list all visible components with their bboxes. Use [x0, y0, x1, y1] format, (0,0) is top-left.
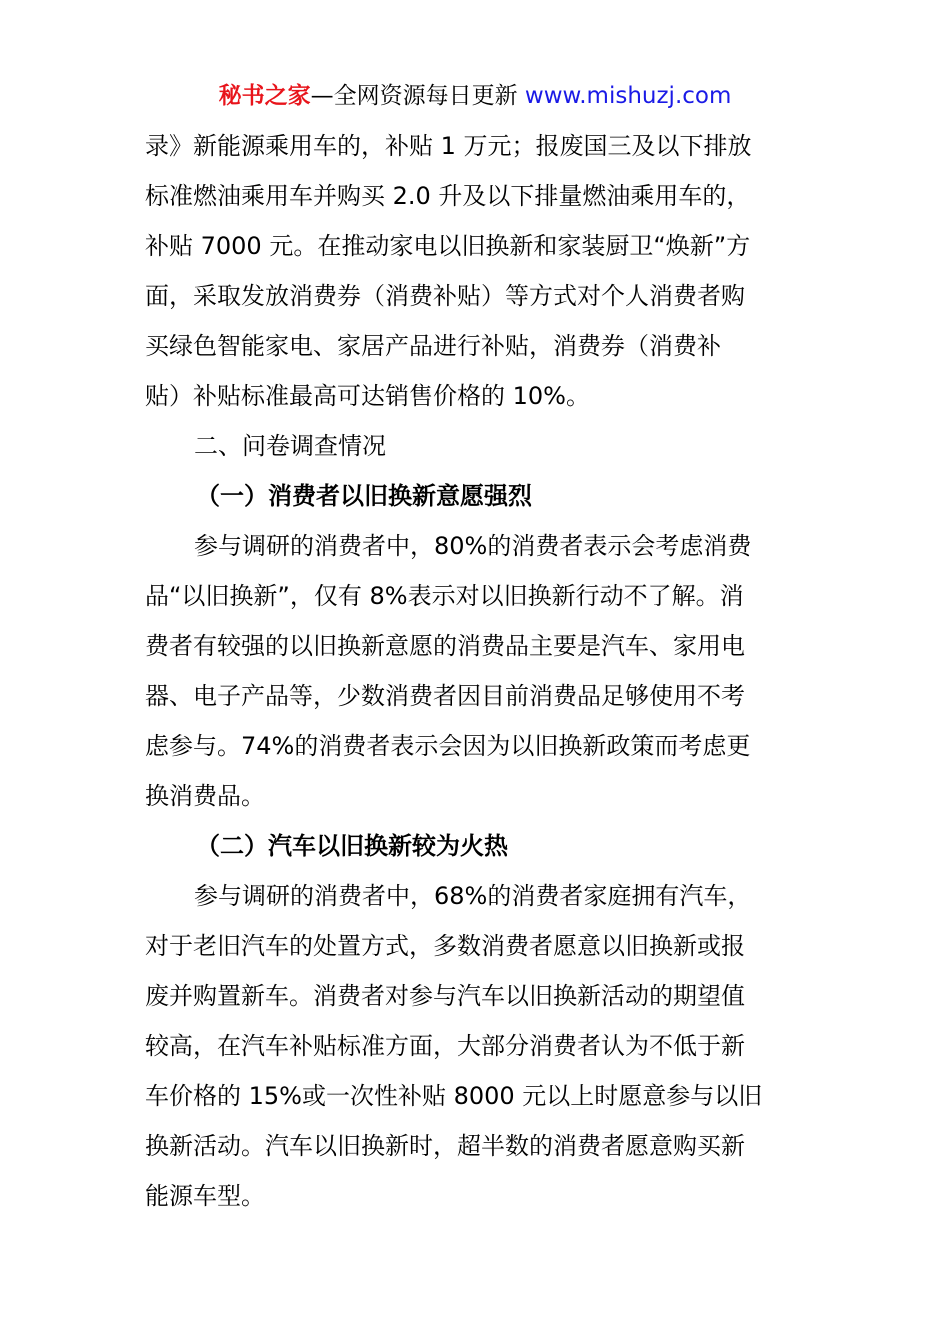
- body-text-line: 对于老旧汽车的处置方式，多数消费者愿意以旧换新或报: [145, 932, 745, 960]
- body-text-line: 换消费品。: [145, 782, 265, 810]
- body-text-line: 标准燃油乘用车并购买 2.0 升及以下排量燃油乘用车的，: [145, 182, 751, 210]
- body-text-line: 车价格的 15%或一次性补贴 8000 元以上时愿意参与以旧: [145, 1082, 763, 1110]
- body-text-line: 虑参与。74%的消费者表示会因为以旧换新政策而考虑更: [145, 732, 751, 760]
- body-text-line: 能源车型。: [145, 1182, 265, 1210]
- body-text-line: 补贴 7000 元。在推动家电以旧换新和家装厨卫“焕新”方: [145, 232, 751, 260]
- body-text-line: 参与调研的消费者中，68%的消费者家庭拥有汽车，: [194, 882, 752, 910]
- site-header: [0, 80, 950, 112]
- subsection-heading: （一）消费者以旧换新意愿强烈: [196, 482, 532, 510]
- body-text-line: 较高，在汽车补贴标准方面，大部分消费者认为不低于新: [145, 1032, 745, 1060]
- subsection-heading: （二）汽车以旧换新较为火热: [196, 832, 508, 860]
- body-text-line: 面，采取发放消费券（消费补贴）等方式对个人消费者购: [145, 282, 745, 310]
- section-heading: 二、问卷调查情况: [194, 432, 386, 460]
- body-text-line: 录》新能源乘用车的，补贴 1 万元；报废国三及以下排放: [145, 132, 752, 160]
- body-text-line: 参与调研的消费者中，80%的消费者表示会考虑消费: [194, 532, 752, 560]
- body-text-line: 废并购置新车。消费者对参与汽车以旧换新活动的期望值: [145, 982, 745, 1010]
- body-text-line: 贴）补贴标准最高可达销售价格的 10%。: [145, 382, 590, 410]
- body-text-line: 器、电子产品等，少数消费者因目前消费品足够使用不考: [145, 682, 745, 710]
- site-tagline: —全网资源每日更新: [310, 83, 525, 109]
- body-text-line: 品“以旧换新”，仅有 8%表示对以旧换新行动不了解。消: [145, 582, 744, 610]
- body-text-line: 费者有较强的以旧换新意愿的消费品主要是汽车、家用电: [145, 632, 745, 660]
- body-text-line: 换新活动。汽车以旧换新时，超半数的消费者愿意购买新: [145, 1132, 745, 1160]
- site-brand: 秘书之家: [218, 83, 311, 109]
- body-text-line: 买绿色智能家电、家居产品进行补贴，消费券（消费补: [145, 332, 721, 360]
- site-url-link[interactable]: www.mishuzj.com: [524, 83, 732, 109]
